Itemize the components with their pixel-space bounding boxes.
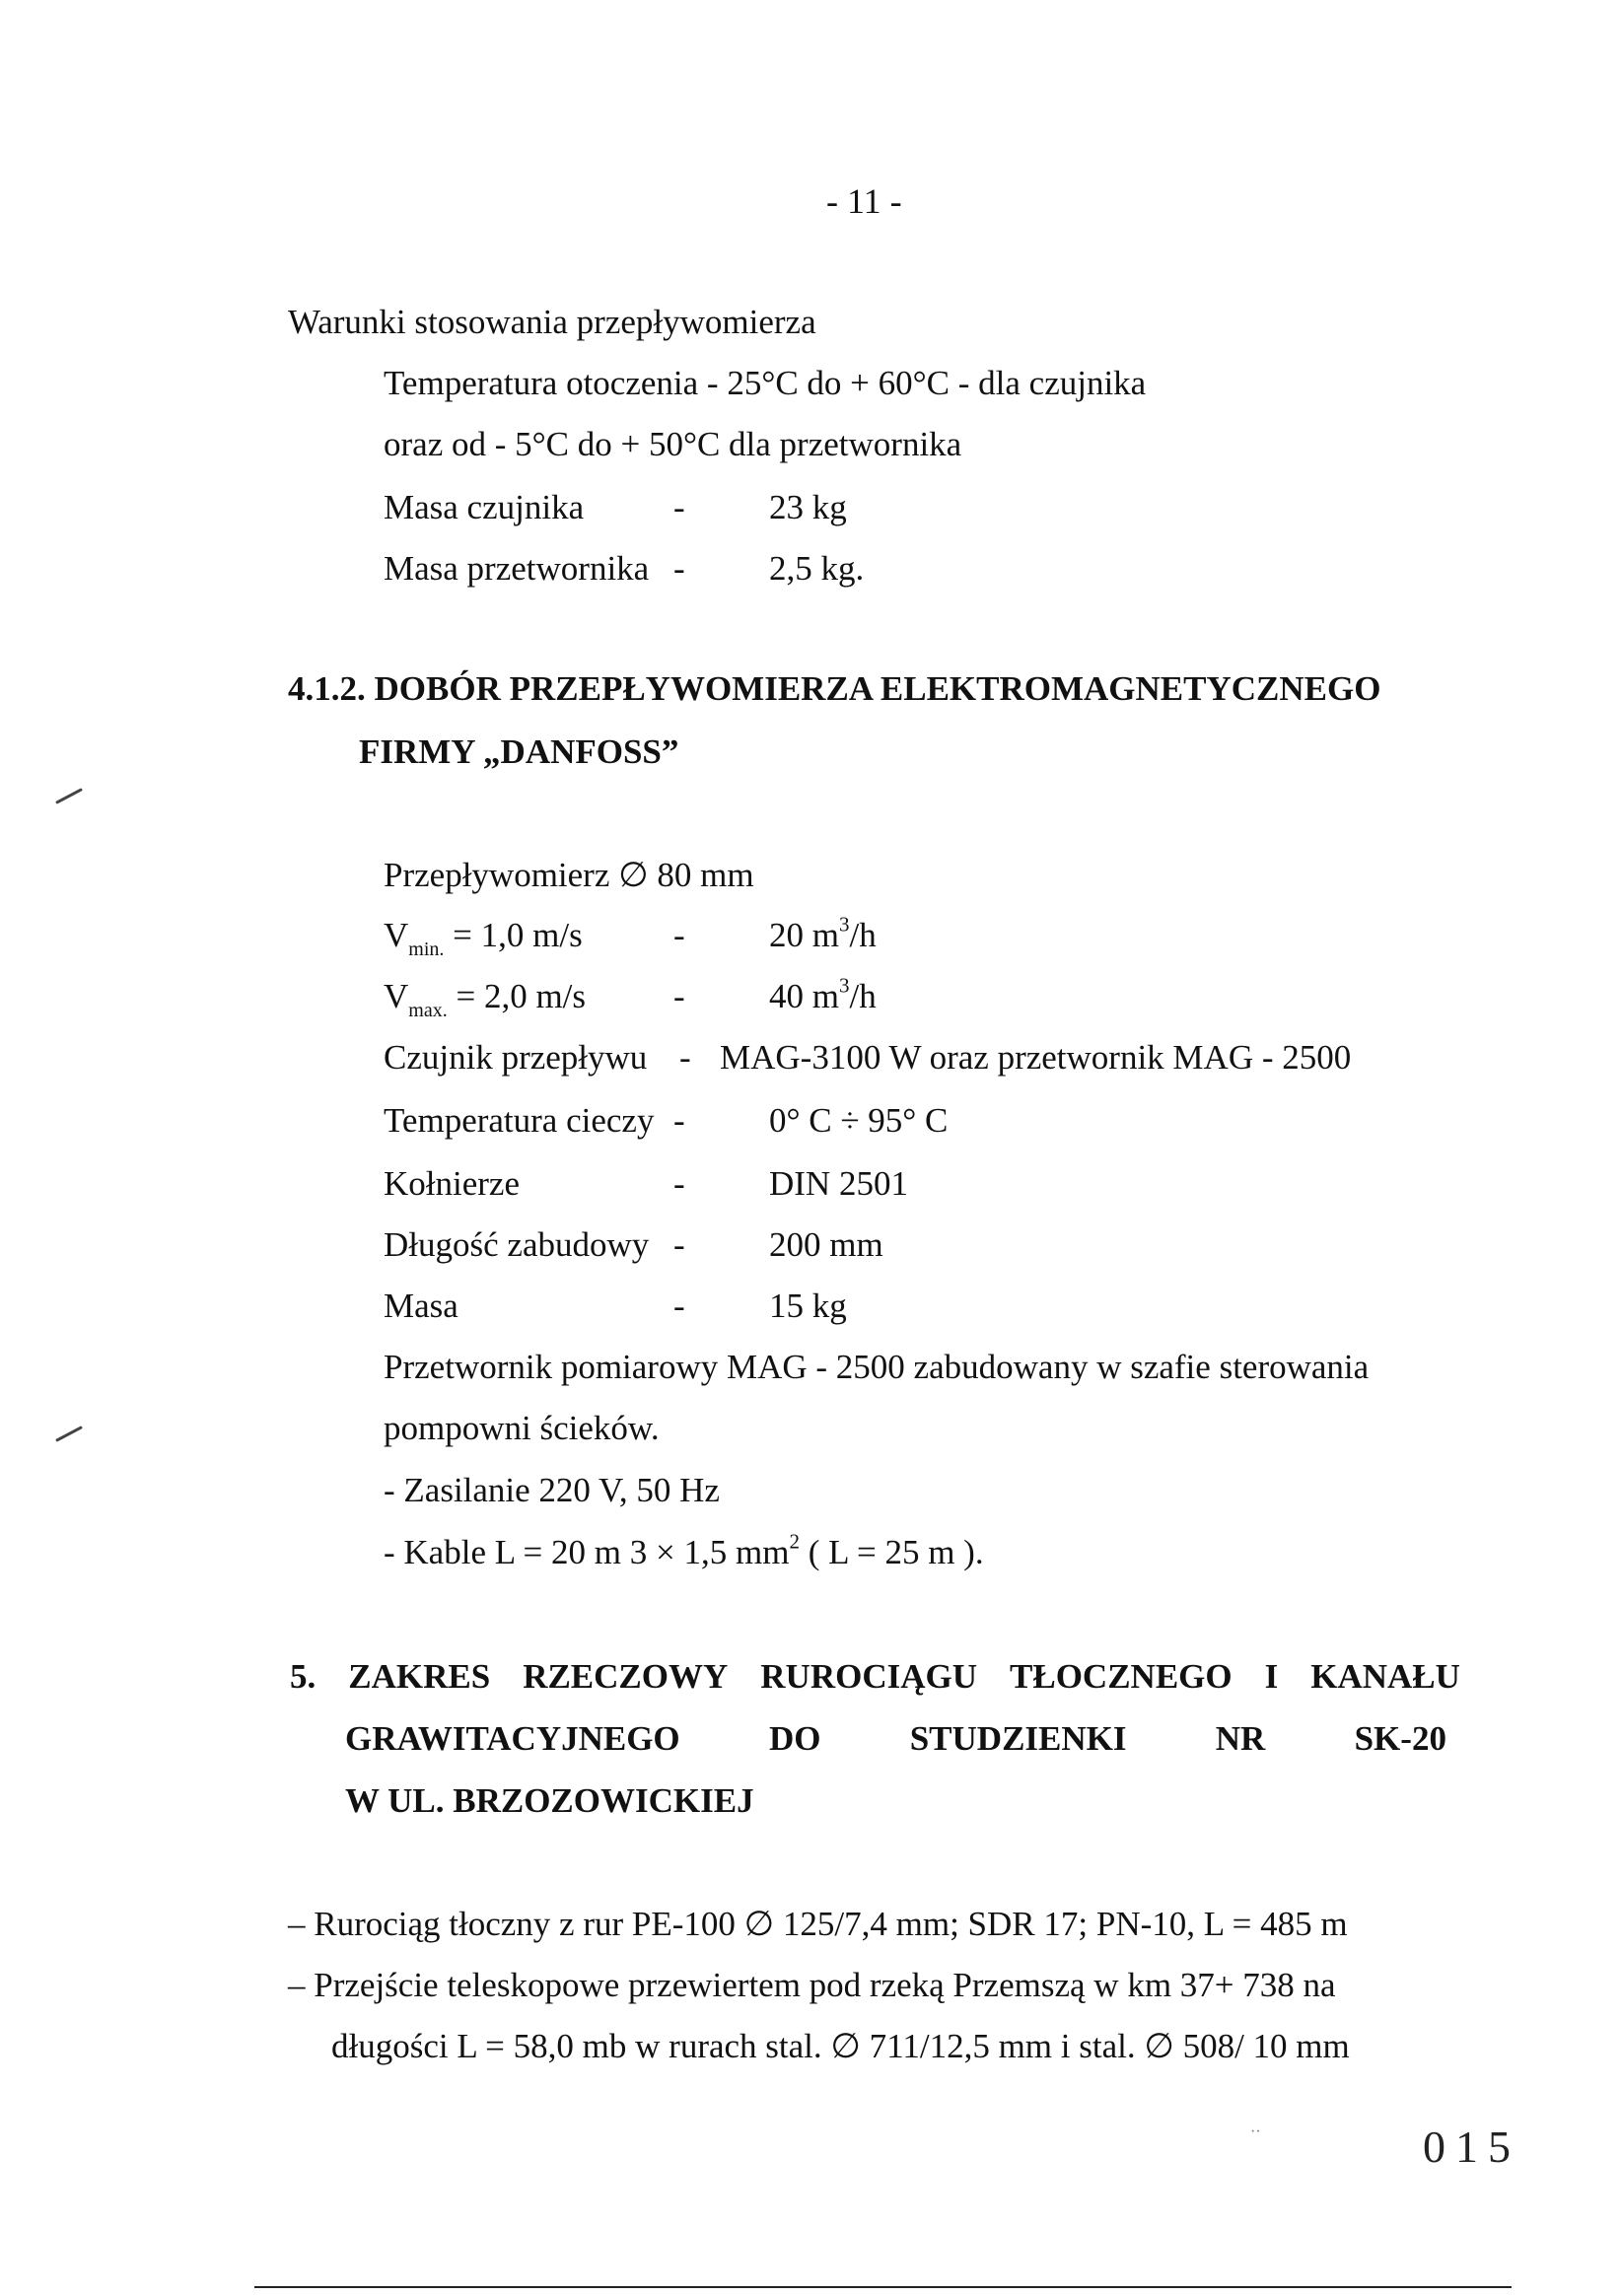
vmax-label: $V_{max.} = 2,0$ m/s bbox=[384, 977, 587, 1021]
page-stamp-number: 015 bbox=[1423, 2122, 1520, 2172]
spec-row-value: 200 mm bbox=[769, 1225, 883, 1264]
converter-text: Przetwornik pomiarowy MAG - 2500 zabudowany w szafie sterowania bbox=[384, 1348, 1370, 1386]
usage-temp-line: Temperatura otoczenia - 25°C do + 60°C - dla czujnika bbox=[384, 364, 1147, 402]
margin-mark bbox=[55, 1426, 83, 1442]
bullet-item: – Przejście teleskopowe przewiertem pod rzeką Przemszą w km 37+ 738 na bbox=[288, 1966, 1336, 2004]
margin-mark bbox=[55, 788, 83, 804]
section-5-heading bbox=[290, 1659, 1460, 1694]
spec-row-value: DIN 2501 bbox=[769, 1164, 908, 1203]
heading-word: DO bbox=[768, 1719, 821, 1758]
spec-row-label: Masa bbox=[384, 1287, 458, 1325]
vmax-dash: - bbox=[673, 977, 685, 1015]
spec-row-value: 15 kg bbox=[769, 1287, 847, 1325]
bullet-item: – Rurociąg tłoczny z rur PE-100 ∅ 125/7,4 mm; SDR 17; PN-10, L = 485 m bbox=[288, 1905, 1348, 1943]
section-5-heading-line3: W UL. BRZOZOWICKIEJ bbox=[345, 1781, 754, 1820]
mass-converter-label: Masa przetwornika bbox=[384, 549, 650, 588]
heading-word: GRAWITACYJNEGO bbox=[345, 1719, 680, 1758]
spec-row-dash: - bbox=[673, 1287, 685, 1325]
heading-word: TŁOCZNEGO bbox=[1010, 1657, 1233, 1696]
page-number: - 11 - bbox=[826, 181, 902, 221]
heading-word: 5. bbox=[290, 1657, 317, 1696]
heading-word: NR bbox=[1215, 1719, 1266, 1758]
spec-row-label: Długość zabudowy bbox=[384, 1225, 650, 1264]
spec-row-dash: - bbox=[673, 1164, 685, 1203]
converter-text-line2: pompowni ścieków. bbox=[384, 1409, 660, 1447]
heading-word: RZECZOWY bbox=[523, 1657, 729, 1696]
mass-sensor-label: Masa czujnika bbox=[384, 488, 585, 526]
section-412-heading: 4.1.2. DOBÓR PRZEPŁYWOMIERZA ELEKTROMAGNETYCZNEGO bbox=[288, 669, 1381, 708]
spec-row-dash: - bbox=[673, 1225, 685, 1264]
usage-title: Warunki stosowania przepływomierza bbox=[288, 303, 816, 341]
bottom-rule bbox=[254, 2286, 1512, 2288]
sensor-value: MAG-3100 W oraz przetwornik MAG - 2500 bbox=[720, 1038, 1352, 1077]
spec-row-label: Temperatura cieczy bbox=[384, 1101, 655, 1140]
sensor-dash: - bbox=[679, 1038, 691, 1077]
power-supply: - Zasilanie 220 V, 50 Hz bbox=[384, 1471, 720, 1509]
mass-sensor-dash: - bbox=[673, 488, 685, 526]
heading-word: ZAKRES bbox=[348, 1657, 491, 1696]
heading-word: STUDZIENKI bbox=[909, 1719, 1127, 1758]
vmin-value: 20 $m^3/h$ bbox=[769, 912, 877, 954]
mass-sensor-value: 23 kg bbox=[769, 488, 847, 526]
heading-word: KANAŁU bbox=[1310, 1657, 1460, 1696]
section-412-heading-line2: FIRMY „DANFOSS” bbox=[359, 732, 679, 771]
sensor-label: Czujnik przepływu bbox=[384, 1038, 648, 1077]
spec-row-value: 0° C ÷ 95° C bbox=[769, 1101, 949, 1140]
vmax-value: 40 $m^3/h$ bbox=[769, 973, 877, 1015]
usage-temp-line2: oraz od - 5°C do + 50°C dla przetwornika bbox=[384, 425, 962, 463]
heading-word: SK-20 bbox=[1354, 1719, 1446, 1758]
vmin-dash: - bbox=[673, 916, 685, 954]
bullet-continuation: długości L = 58,0 mb w rurach stal. ∅ 711/12,5 mm i stal. ∅ 508/ 10 mm bbox=[331, 2027, 1350, 2065]
spec-row-dash: - bbox=[673, 1101, 685, 1140]
flowmeter-title: Przepływomierz ∅ 80 mm bbox=[384, 856, 754, 894]
mass-converter-value: 2,5 kg. bbox=[769, 549, 865, 588]
cables: - Kable L = 20 m 3 × 1,5 $mm^2$ ( L = 25 m ). bbox=[384, 1529, 984, 1571]
heading-word: I bbox=[1264, 1657, 1279, 1696]
scan-marks: ·· bbox=[1250, 2123, 1261, 2140]
mass-converter-dash: - bbox=[673, 549, 685, 588]
heading-word: RUROCIĄGU bbox=[760, 1657, 978, 1696]
section-5-heading-line2 bbox=[345, 1721, 1446, 1756]
vmin-label: $V_{min.} = 1,0$ m/s bbox=[384, 916, 583, 960]
spec-row-label: Kołnierze bbox=[384, 1164, 520, 1203]
